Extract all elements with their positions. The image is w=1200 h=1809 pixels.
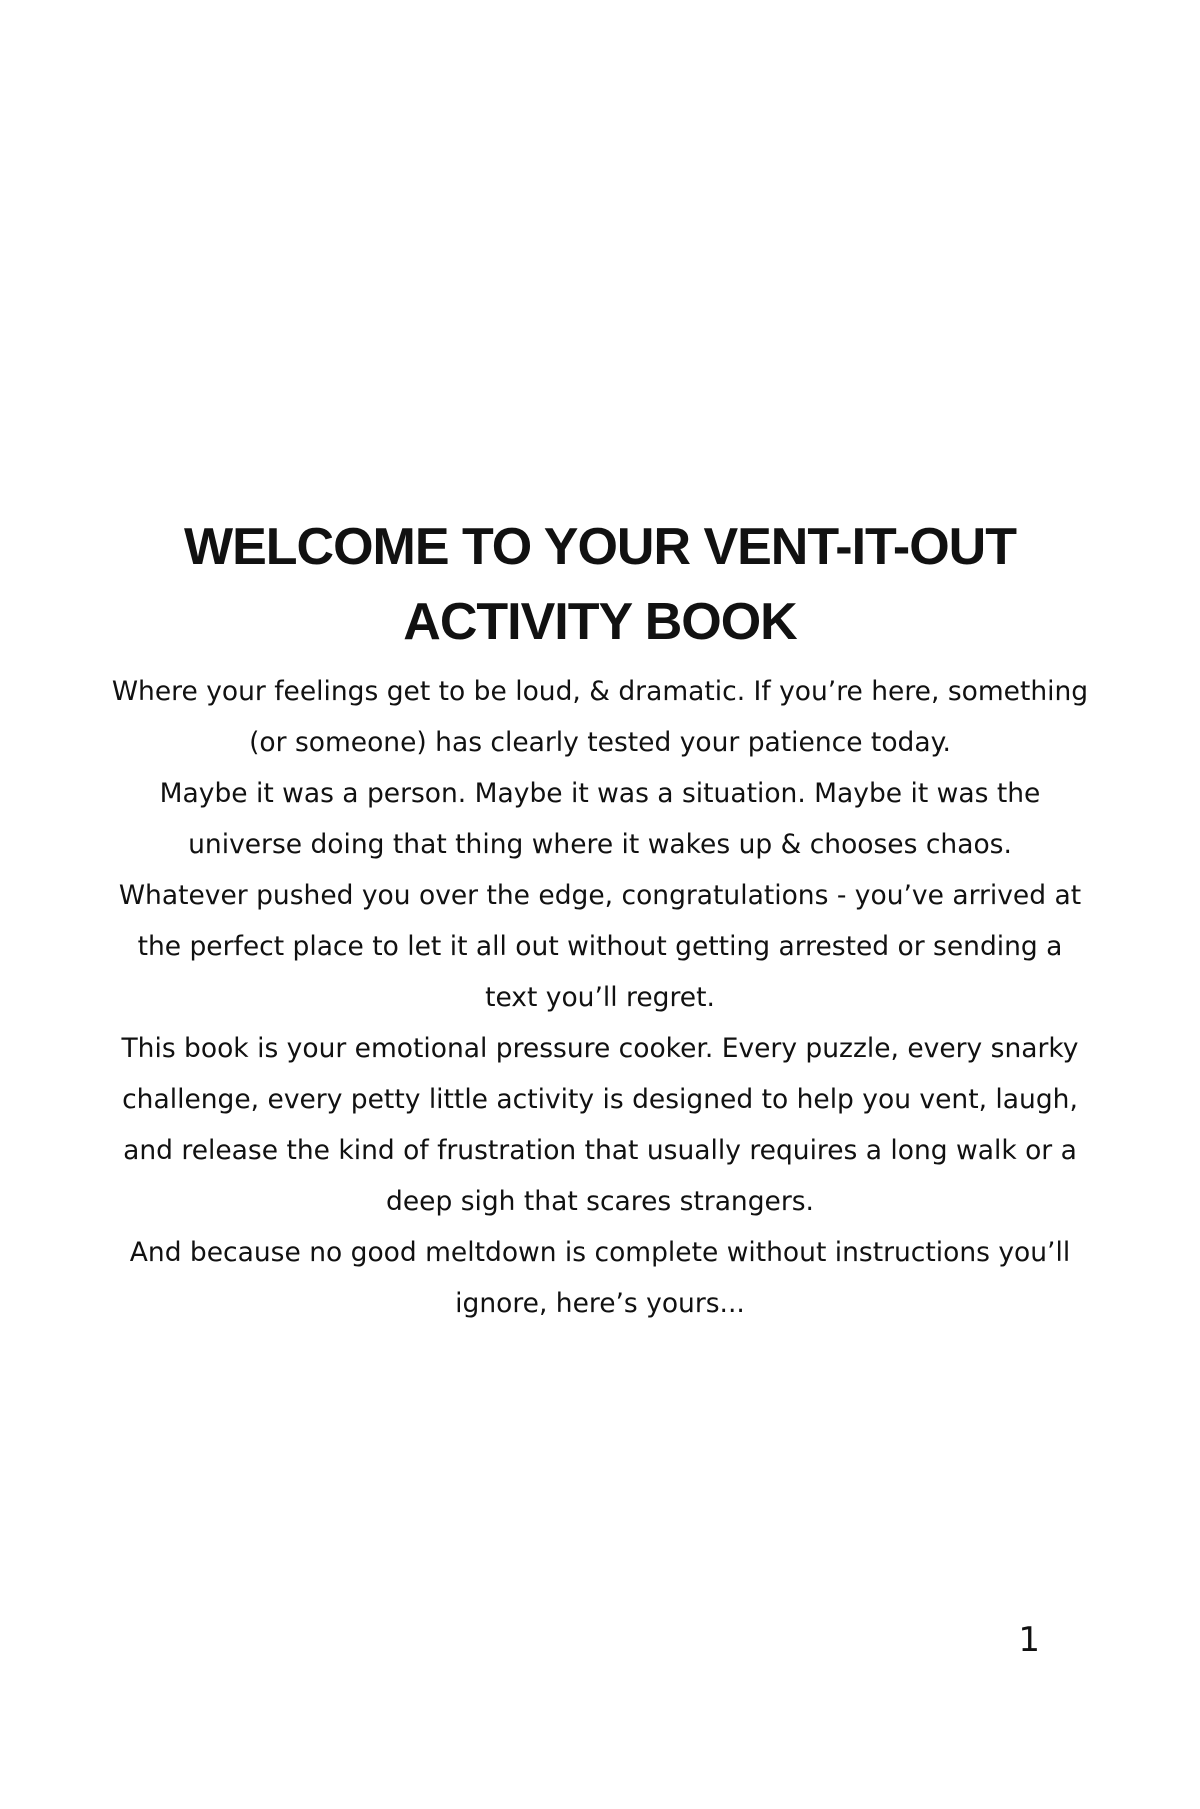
page-number: 1 bbox=[1018, 1620, 1040, 1660]
paragraph-2: Maybe it was a person. Maybe it was a situation. Maybe it was the universe doing that thing where it wakes up & chooses chaos. bbox=[159, 778, 1041, 860]
title-line-1: WELCOME TO YOUR VENT-IT-OUT bbox=[184, 518, 1016, 576]
paragraph-4: This book is your emotional pressure cooker. Every puzzle, every snarky challenge, every petty little activity is designed to help you vent, laugh, and release the kind of frustration that usually requires a long walk or a deep sigh that scares strangers. bbox=[121, 1033, 1079, 1217]
paragraph-1: Where your feelings get to be loud, & dramatic. If you’re here, something (or someone) has clearly tested your patience today. bbox=[111, 676, 1089, 758]
paragraph-5: And because no good meltdown is complete without instructions you’ll ignore, here’s yours... bbox=[129, 1237, 1071, 1319]
page-title bbox=[110, 510, 1090, 660]
title-line-2: ACTIVITY BOOK bbox=[403, 593, 797, 651]
paragraph-3: Whatever pushed you over the edge, congratulations - you’ve arrived at the perfect place to let it all out without getting arrested or sending a text you’ll regret. bbox=[118, 880, 1082, 1013]
page-content bbox=[110, 510, 1090, 1329]
intro-text bbox=[110, 666, 1090, 1329]
